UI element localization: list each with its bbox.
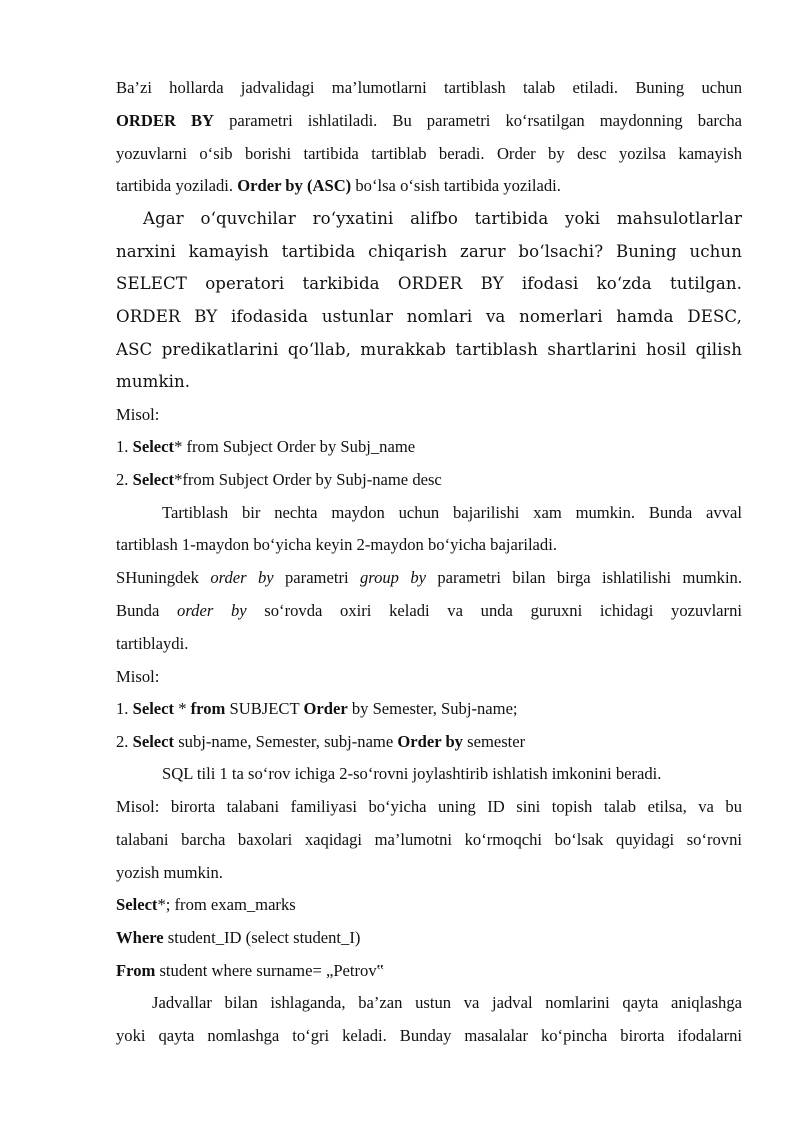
paragraph-sorting-question [116,203,742,399]
text-line: SHuningdek order by parametri group by parametri bilan birga ishlatilishi mumkin. [116,568,742,588]
text-line: tartiblaydi. [116,633,189,653]
paragraph-order-by-intro [116,72,742,203]
text-line: yoki qayta nomlashga to‘gri keladi. Bunday masalalar ko‘pincha birorta ifodalarni [116,1026,742,1046]
text-line: tartibida yoziladi. Order by (ASC) bo‘lsa o‘sish tartibida yoziladi. [116,176,561,196]
text-line: Jadvallar bilan ishlaganda, ba’zan ustun va jadval nomlarini qayta aniqlashga [152,993,742,1013]
text-line: Agar o‘quvchilar ro‘yxatini alifbo tartibida yoki mahsulotlarlar [143,209,742,229]
paragraph-subquery [116,758,742,889]
keyword-order-by-asc: Order by (ASC) [237,176,352,196]
text-line: mumkin. [116,372,191,392]
text-line: narxini kamayish tartibida chiqarish zarur bo‘lsachi? Buning uchun [116,241,742,261]
text-line: yozuvlarni o‘sib borishi tartibida tartiblab beradi. Order by desc yozilsa kamayish [116,143,742,163]
example-query: 1. Select * from SUBJECT Order by Semester, Subj-name; [116,699,518,719]
example-query: 2. Select*from Subject Order by Subj-name desc [116,469,442,489]
example-label: Misol: [116,666,160,686]
example-query: Select*; from exam_marks [116,895,296,915]
paragraph-multi-field-sort [116,497,742,661]
text-line: SELECT operatori tarkibida ORDER BY ifodasi ko‘zda tutilgan. [116,274,742,294]
text-line: Bunda order by so‘rovda oxiri keladi va unda guruxni ichidagi yozuvlarni [116,600,742,620]
text-line: yozish mumkin. [116,862,223,882]
text-line: Tartiblash bir nechta maydon uchun bajarilishi xam mumkin. Bunda avval [162,502,742,522]
example-block-3 [116,889,742,987]
example-label: Misol: [116,404,160,424]
text-line: SQL tili 1 ta so‘rov ichiga 2-so‘rovni joylashtirib ishlatish imkonini beradi. [162,764,662,784]
keyword-order-by: ORDER BY [116,110,215,130]
text-line: ORDER BY ifodasida ustunlar nomlari va nomerlari hamda DESC, [116,306,742,326]
example-query: 2. Select subj-name, Semester, subj-name Order by semester [116,731,526,751]
example-query: Where student_ID (select student_I) [116,928,361,948]
example-query: From student where surname= „Petrov‟ [116,960,385,980]
text-line: talabani barcha baxolari xaqidagi ma’lumotni ko‘rmoqchi bo‘lsak quyidagi so‘rovni [116,829,742,849]
document-page [116,72,742,1053]
text-line: ASC predikatlarini qo‘llab, murakkab tartiblash shartlarini hosil qilish [116,339,742,359]
text-line: ORDER BY parametri ishlatiladi. Bu parametri ko‘rsatilgan maydonning barcha [116,110,742,130]
paragraph-aliases [116,987,742,1053]
example-query: 1. Select* from Subject Order by Subj_name [116,437,416,457]
text-line: tartiblash 1-maydon bo‘yicha keyin 2-maydon bo‘yicha bajariladi. [116,535,557,555]
example-block-1 [116,399,742,497]
text-line: Ba’zi hollarda jadvalidagi ma’lumotlarni tartiblash talab etiladi. Buning uchun [116,78,742,97]
text-line: Misol: birorta talabani familiyasi bo‘yicha uning ID sini topish talab etilsa, va bu [116,797,742,817]
example-block-2 [116,661,742,759]
